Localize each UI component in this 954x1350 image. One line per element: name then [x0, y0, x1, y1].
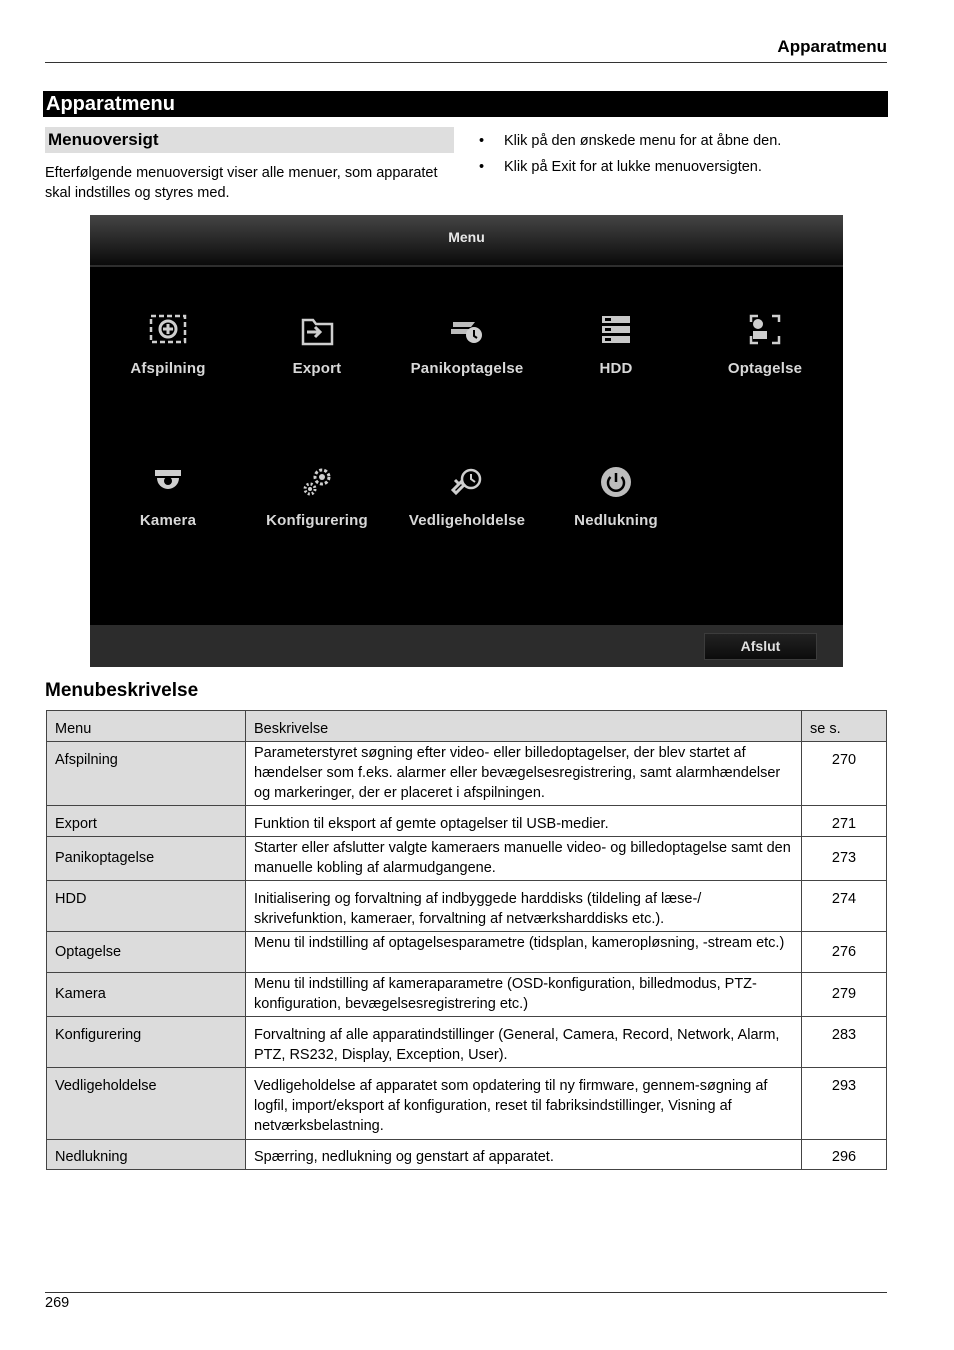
instruction-item: • Klik på Exit for at lukke menuoversigten.: [479, 159, 762, 175]
table-row: [47, 881, 887, 932]
dvr-menu-item-vedligeholdelse[interactable]: Vedligeholdelse: [392, 462, 542, 529]
dvr-menu-screenshot: [90, 215, 843, 667]
menu-description-table: [46, 710, 887, 1170]
cell-menu: Panikoptagelse: [47, 837, 246, 881]
cell-description: Menu til indstilling af kameraparametre (OSD-konfiguration, billedmodus, PTZ-konfiguration, bevægelsesregistrering etc.): [246, 973, 802, 1017]
table-row: [47, 742, 887, 806]
exit-button[interactable]: Afslut: [704, 633, 817, 660]
cell-menu: Optagelse: [47, 932, 246, 973]
cell-description: Menu til indstilling af optagelsesparametre (tidsplan, kameropløsning, -stream etc.): [246, 932, 802, 973]
cell-menu: Afspilning: [47, 742, 246, 806]
dvr-menu-title: Menu: [90, 215, 843, 267]
column-header-description: Beskrivelse: [246, 711, 802, 742]
dvr-menu-item-panikoptagelse[interactable]: Panikoptagelse: [392, 310, 542, 377]
cell-page: 296: [802, 1140, 887, 1170]
bullet-icon: •: [479, 133, 485, 149]
power-icon: [596, 462, 636, 502]
header-rule: [45, 62, 887, 63]
cell-page: 274: [802, 881, 887, 932]
table-row: [47, 806, 887, 837]
cell-description: Forvaltning af alle apparatindstillinger (General, Camera, Record, Network, Alarm, PTZ, RS232, Display, Exception, User).: [246, 1017, 802, 1068]
dvr-menu-item-konfigurering[interactable]: Konfigurering: [242, 462, 392, 529]
page-number: 269: [45, 1295, 70, 1311]
bullet-icon: •: [479, 159, 485, 175]
cell-description: Funktion til eksport af gemte optagelser til USB-medier.: [246, 806, 802, 837]
table-header-row: [47, 711, 887, 742]
column-header-page: se s.: [802, 711, 887, 742]
maintenance-icon: [447, 462, 487, 502]
cell-description: Vedligeholdelse af apparatet som opdatering til ny firmware, gennem-søgning af logfil, import/eksport af konfiguration, reset til fabriksindstillinger, Visning af netværksbelastning.: [246, 1068, 802, 1140]
cell-menu: Konfigurering: [47, 1017, 246, 1068]
cell-description: Starter eller afslutter valgte kameraers manuelle video- og billedoptagelse samt den manuelle kobling af alarmudgangene.: [246, 837, 802, 881]
cell-page: 279: [802, 973, 887, 1017]
hdd-icon: [596, 310, 636, 350]
dvr-menu-item-afspilning[interactable]: Afspilning: [93, 310, 243, 377]
dvr-menu-item-kamera[interactable]: Kamera: [93, 462, 243, 529]
dvr-menu-item-hdd[interactable]: HDD: [541, 310, 691, 377]
cell-menu: Kamera: [47, 973, 246, 1017]
cell-description: Spærring, nedlukning og genstart af apparatet.: [246, 1140, 802, 1170]
footer-rule: [45, 1292, 887, 1293]
gears-icon: [297, 462, 337, 502]
table-row: [47, 1140, 887, 1170]
cell-page: 276: [802, 932, 887, 973]
dvr-menu-item-optagelse[interactable]: Optagelse: [690, 310, 840, 377]
cell-page: 271: [802, 806, 887, 837]
record-icon: [745, 310, 785, 350]
cell-description: Parameterstyret søgning efter video- eller billedoptagelser, der blev startet af hændelser som f.eks. alarmer eller bevægelsesregistrering, samt alarmhændelser og markeringer, der er placeret i afspilningen.: [246, 742, 802, 806]
table-heading: Menubeskrivelse: [45, 680, 199, 701]
cell-description: Initialisering og forvaltning af indbyggede harddisks (tildeling af læse-/ skrivefunktion, kameraer, forvaltning af netværksharddisks etc.).: [246, 881, 802, 932]
section-title: Apparatmenu: [43, 91, 888, 117]
cell-page: 270: [802, 742, 887, 806]
dvr-menu-item-export[interactable]: Export: [242, 310, 392, 377]
running-header: Apparatmenu: [777, 37, 887, 56]
export-icon: [297, 310, 337, 350]
instruction-list: [476, 131, 886, 183]
cell-page: 273: [802, 837, 887, 881]
column-header-menu: Menu: [47, 711, 246, 742]
cell-menu: HDD: [47, 881, 246, 932]
playback-icon: [148, 310, 188, 350]
table-row: [47, 837, 887, 881]
cell-page: 293: [802, 1068, 887, 1140]
camera-icon: [148, 462, 188, 502]
table-row: [47, 973, 887, 1017]
dvr-menu-footer: [90, 625, 843, 667]
subsection-title: Menuoversigt: [45, 127, 454, 153]
intro-paragraph: Efterfølgende menuoversigt viser alle menuer, som apparatet skal indstilles og styres med.: [45, 165, 438, 201]
table-row: [47, 1068, 887, 1140]
cell-menu: Vedligeholdelse: [47, 1068, 246, 1140]
panic-record-icon: [447, 310, 487, 350]
cell-menu: Nedlukning: [47, 1140, 246, 1170]
table-row: [47, 932, 887, 973]
table-row: [47, 1017, 887, 1068]
instruction-item: • Klik på den ønskede menu for at åbne den.: [479, 133, 782, 149]
cell-menu: Export: [47, 806, 246, 837]
cell-page: 283: [802, 1017, 887, 1068]
dvr-menu-item-nedlukning[interactable]: Nedlukning: [541, 462, 691, 529]
